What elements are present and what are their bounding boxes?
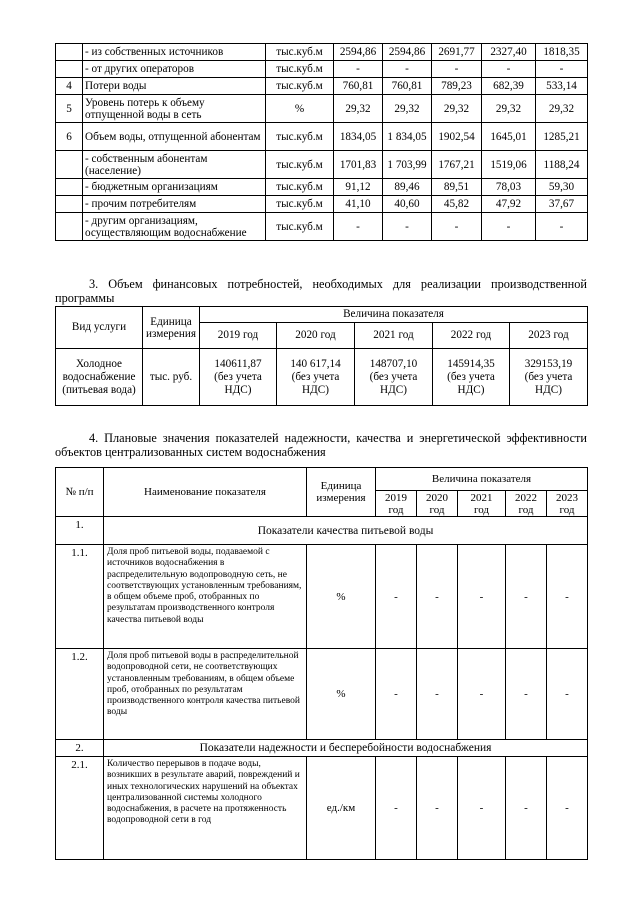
value-2019: 1701,83 [334,151,383,179]
value-2023: 1285,21 [536,123,588,151]
value-note: (без учета НДС) [524,370,573,396]
performance-indicators-table [55,467,588,860]
row-number: 4 [56,78,83,95]
row-unit: тыс.куб.м [266,123,334,151]
table-row [56,78,588,95]
header-year-2021: 2021 год [458,491,506,517]
section-title: Показатели качества питьевой воды [104,517,588,545]
value-2019: - [376,757,417,860]
value-2019: 2594,86 [334,44,383,61]
value-2022: 47,92 [482,196,536,213]
value-2022: - [506,545,547,649]
value-2022: - [482,213,536,241]
value-2019: - [376,649,417,740]
value-2023: 37,67 [536,196,588,213]
header-year-2023: 2023 год [547,491,588,517]
header-value: Величина показателя [200,307,588,323]
section-3-heading: 3. Объем финансовых потребностей, необходимых для реализации производственной программы [55,277,587,305]
row-number: 6 [56,123,83,151]
value-2020: - [383,61,432,78]
row-name: - от других операторов [83,61,266,78]
value-2023: - [536,61,588,78]
row-unit: тыс.куб.м [266,196,334,213]
value-2023: - [547,545,588,649]
header-service: Вид услуги [56,307,143,349]
section-row [56,517,588,545]
value-2022: - [482,61,536,78]
value-2019 [200,349,277,406]
table-row [56,95,588,123]
row-number: 1.1. [56,545,104,649]
value-2019: 1834,05 [334,123,383,151]
value-2020 [277,349,355,406]
header-unit: Единица измерения [143,307,200,349]
value-2021: - [432,213,482,241]
header-year-2021: 2021 год [355,323,433,349]
value-2019: - [334,213,383,241]
value-number: 140611,87 [214,357,262,370]
row-name: Потери воды [83,78,266,95]
value-2023 [510,349,588,406]
value-2023: 1818,35 [536,44,588,61]
value-2020: 89,46 [383,179,432,196]
section-number: 2. [56,740,104,757]
value-2022: - [506,649,547,740]
row-unit: % [307,545,376,649]
row-name: - другим организациям, осуществляющим водоснабжение [83,213,266,241]
value-2020: - [383,213,432,241]
value-2021: 789,23 [432,78,482,95]
value-2020: 1 703,99 [383,151,432,179]
value-number: 140 617,14 [290,357,341,370]
value-2021: 2691,77 [432,44,482,61]
value-2021: 45,82 [432,196,482,213]
table-row [56,196,588,213]
row-number [56,151,83,179]
table-row [56,123,588,151]
value-2023: 29,32 [536,95,588,123]
row-number [56,44,83,61]
value-2023: - [536,213,588,241]
value-number: 145914,35 [447,357,495,370]
header-year-2022: 2022 год [433,323,510,349]
header-name: Наименование показателя [104,468,307,517]
value-2021: - [458,649,506,740]
value-2021: 29,32 [432,95,482,123]
row-unit: тыс.куб.м [266,179,334,196]
row-name: Доля проб питьевой воды в распределительной водопроводной сети, не соответствующих установленным требованиям, в общем объеме проб, отобранных по результатам производственного контроля качества питьевой воды [104,649,307,740]
value-number: 329153,19 [524,357,573,370]
row-number [56,213,83,241]
water-balance-table [55,43,588,241]
value-2020: 40,60 [383,196,432,213]
row-unit: тыс.куб.м [266,78,334,95]
row-name: Доля проб питьевой воды, подаваемой с источников водоснабжения в распределительную водопроводную сеть, не соответствующих установленным требованиям, в общем объеме проб, отобранных по результатам производственного контроля качества питьевой воды [104,545,307,649]
value-2021: - [458,545,506,649]
value-2020: - [417,757,458,860]
row-unit: тыс. руб. [143,349,200,406]
table-row [56,757,588,860]
value-2022 [433,349,510,406]
row-number [56,179,83,196]
row-name: - собственным абонентам (население) [83,151,266,179]
row-unit: ед./км [307,757,376,860]
value-2020: 760,81 [383,78,432,95]
section-number: 1. [56,517,104,545]
value-2019: 760,81 [334,78,383,95]
value-2023: 533,14 [536,78,588,95]
table-row [56,151,588,179]
value-2020: 1 834,05 [383,123,432,151]
value-2019: 29,32 [334,95,383,123]
value-note: (без учета НДС) [447,370,495,396]
table-row [56,213,588,241]
header-year-2019: 2019 год [200,323,277,349]
value-2019: - [376,545,417,649]
table-row [56,179,588,196]
value-2023: - [547,649,588,740]
header-year-2022: 2022 год [506,491,547,517]
value-2020: - [417,649,458,740]
row-number [56,61,83,78]
row-name: Уровень потерь к объему отпущенной воды в сеть [83,95,266,123]
value-2022: 29,32 [482,95,536,123]
header-year-2020: 2020 год [277,323,355,349]
value-2023: 1188,24 [536,151,588,179]
row-service: Холодное водоснабжение (питьевая вода) [56,349,143,406]
financial-needs-table [55,306,588,406]
value-number: 148707,10 [369,357,418,370]
row-name: Объем воды, отпущенной абонентам [83,123,266,151]
value-2020: 29,32 [383,95,432,123]
value-2022: 682,39 [482,78,536,95]
header-year-2020: 2020 год [417,491,458,517]
value-2021: 1767,21 [432,151,482,179]
row-name: - прочим потребителям [83,196,266,213]
value-2021: - [458,757,506,860]
section-4-heading: 4. Плановые значения показателей надежности, качества и энергетической эффективности объектов централизованных систем водоснабжения [55,431,587,459]
value-2019: 91,12 [334,179,383,196]
header-unit: Единица измерения [307,468,376,517]
table-row [56,44,588,61]
value-2020: 2594,86 [383,44,432,61]
value-2021: 89,51 [432,179,482,196]
row-number: 2.1. [56,757,104,860]
value-note: (без учета НДС) [369,370,418,396]
section-title: Показатели надежности и бесперебойности водоснабжения [104,740,588,757]
value-note: (без учета НДС) [214,370,262,396]
value-2023: - [547,757,588,860]
value-2019: 41,10 [334,196,383,213]
row-number [56,196,83,213]
row-name: - бюджетным организациям [83,179,266,196]
value-2022: 2327,40 [482,44,536,61]
value-2021: - [432,61,482,78]
value-2022: 1519,06 [482,151,536,179]
table-row [56,349,588,406]
value-2022: - [506,757,547,860]
header-value: Величина показателя [376,468,588,491]
value-2019: - [334,61,383,78]
row-unit: тыс.куб.м [266,151,334,179]
value-2021 [355,349,433,406]
value-note: (без учета НДС) [291,370,340,396]
value-2022: 1645,01 [482,123,536,151]
row-unit: тыс.куб.м [266,44,334,61]
row-unit: тыс.куб.м [266,61,334,78]
row-unit: % [307,649,376,740]
row-unit: % [266,95,334,123]
row-name: Количество перерывов в подаче воды, возникших в результате аварий, повреждений и иных технологических нарушений на объектах централизованной системы холодного водоснабжения, в расчете на протяженность водопроводной сети в год [104,757,307,860]
value-2021: 1902,54 [432,123,482,151]
row-number: 5 [56,95,83,123]
row-name: - из собственных источников [83,44,266,61]
value-2020: - [417,545,458,649]
header-year-2019: 2019 год [376,491,417,517]
section-row [56,740,588,757]
header-year-2023: 2023 год [510,323,588,349]
table-row [56,545,588,649]
value-2022: 78,03 [482,179,536,196]
header-number: № п/п [56,468,104,517]
row-unit: тыс.куб.м [266,213,334,241]
table-row [56,61,588,78]
row-number: 1.2. [56,649,104,740]
value-2023: 59,30 [536,179,588,196]
table-row [56,649,588,740]
